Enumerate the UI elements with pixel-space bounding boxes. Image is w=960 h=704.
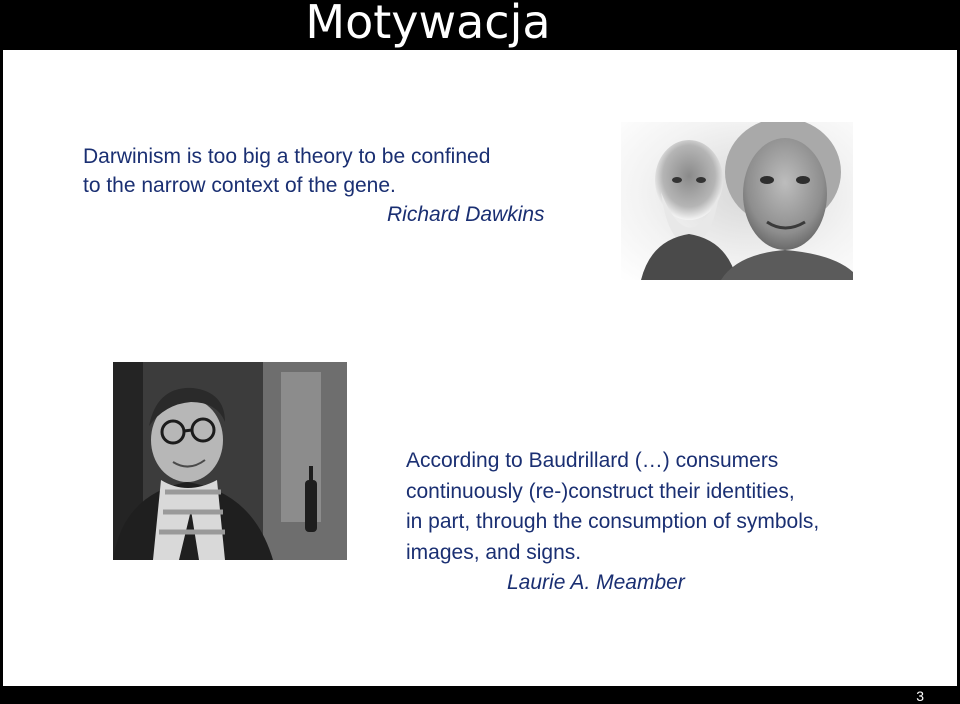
- footer-bar: [0, 686, 960, 704]
- quote-line: images, and signs.: [406, 540, 582, 564]
- quote-dawkins: [83, 142, 603, 229]
- quote-meamber: [406, 446, 946, 599]
- portrait-image: [113, 362, 347, 560]
- quote-author: Laurie A. Meamber: [507, 571, 685, 594]
- quote-author: Richard Dawkins: [387, 203, 545, 226]
- slide-title: Motywacja: [305, 0, 551, 49]
- photo-darwin-dawkins: [621, 122, 853, 280]
- slide-content: [3, 50, 957, 686]
- quote-line: continuously (re-)construct their identities,: [406, 479, 795, 503]
- page-number: 3: [916, 688, 924, 704]
- quote-line: Darwinism is too big a theory to be confined: [83, 145, 491, 168]
- title-bar: [0, 0, 960, 50]
- photo-baudrillard: [113, 362, 347, 560]
- quote-line: According to Baudrillard (…) consumers: [406, 449, 779, 472]
- portrait-image: [621, 122, 853, 280]
- quote-line: to the narrow context of the gene.: [83, 174, 396, 197]
- quote-line: in part, through the consumption of symbols,: [406, 510, 820, 533]
